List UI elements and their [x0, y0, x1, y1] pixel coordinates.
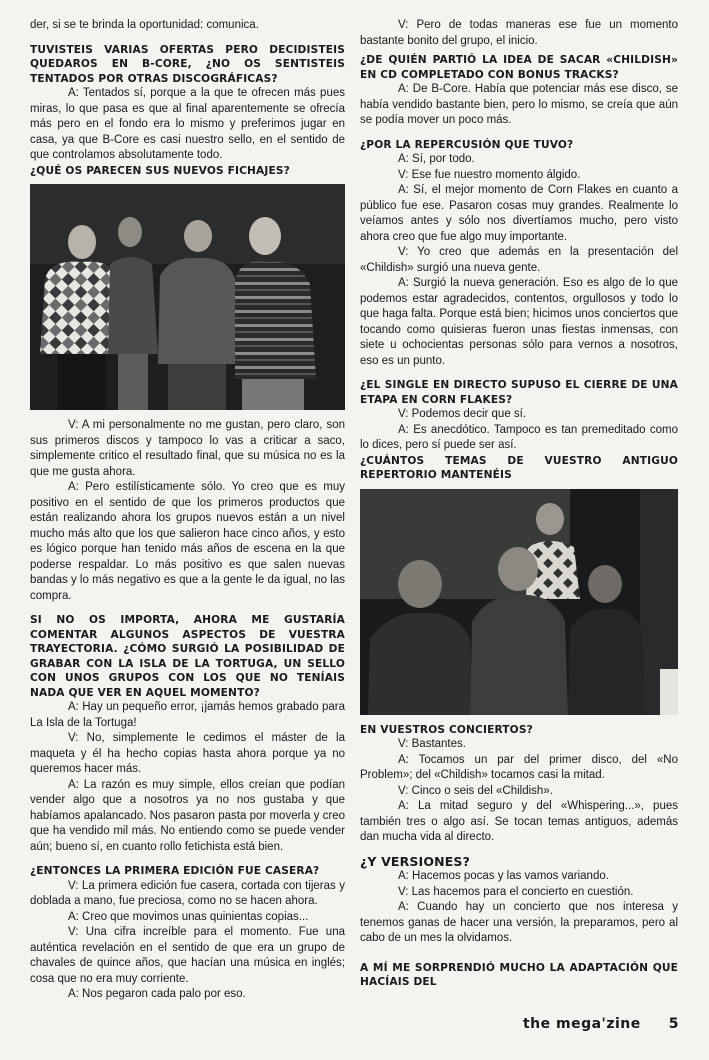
- interview-question: ¿EL SINGLE EN DIRECTO SUPUSO EL CIERRE DE UNA ETAPA EN CORN FLAKES?: [360, 379, 678, 406]
- band-photo-1: [30, 184, 345, 410]
- answer: A: La razón es muy simple, ellos creían que podían vender algo que a nosotros ya no nos gustaba y que habíamos apalancado. Nos pasaron pasta por moverla y creo que ha vendido mil más. No entiendo como se puede vender aún; bueno sí, en cuanto rollo fetichista está bien.: [30, 778, 345, 853]
- answer: A: Tocamos un par del primer disco, del «No Problem»; del «Childish» tocamos casi la mitad.: [360, 753, 678, 781]
- band-photo-2-image: [360, 489, 678, 715]
- answer: V: A mi personalmente no me gustan, pero claro, son sus primeros discos y tampoco lo vas a criticar a saco, simplemente critico el resultado final, que su música no es la que me gusta ahora.: [30, 419, 345, 478]
- answer: V: Las hacemos para el concierto en cuestión.: [398, 885, 634, 898]
- answer: A: Hacemos pocas y las vamos variando.: [398, 870, 609, 882]
- answer: A: La mitad seguro y del «Whispering...», pues también tres o algo así. Se tocan temas antiguos, además dan mucha vida al directo.: [360, 800, 678, 843]
- answer: A: De B-Core. Había que potenciar más ese disco, se había vendido bastante bien, pero lo mismo, se creía que aún se podía mover un poco más.: [360, 83, 678, 126]
- answer: V: Podemos decir que sí.: [398, 408, 527, 420]
- answer: A: Es anecdótico. Tampoco es tan premeditado como lo dices, pero sí puede ser así.: [360, 423, 678, 451]
- interview-question: ¿POR LA REPERCUSIÓN QUE TUVO?: [360, 138, 574, 151]
- left-column: [30, 18, 345, 1003]
- interview-question: SI NO OS IMPORTA, AHORA ME GUSTARÍA COMENTAR ALGUNOS ASPECTOS DE VUESTRA TRAYECTORIA. ¿CÓMO SURGIÓ LA POSIBILIDAD DE GRABAR CON LA ISLA DE LA TORTUGA, UN SELLO CON UNOS GRUPOS CON LOS QUE NO TENÍAIS NADA QUE VER EN AQUEL MOMENTO?: [30, 614, 345, 699]
- answer: A: Tentados sí, porque a la que te ofrecen más pues miras, lo que pasa es que al final aparentemente se ofrecía más pero en el fondo era lo mismo y preferimos jugar en casa, ya que B-Core es casi nuestro sello, en el sentido de que controlamos absolutamente todo.: [30, 87, 345, 161]
- answer: A: Cuando hay un concierto que nos interesa y tenemos ganas de hacer una versión, la preparamos, pero al cabo de un mes la olvidamos.: [360, 901, 678, 944]
- answer: A: Hay un pequeño error, ¡jamás hemos grabado para La Isla de la Tortuga!: [30, 701, 345, 729]
- page-footer: [523, 1016, 679, 1032]
- answer: A: Sí, por todo.: [398, 153, 475, 165]
- band-photo-2: [360, 489, 678, 715]
- interview-question: ¿DE QUIÉN PARTIÓ LA IDEA DE SACAR «CHILDISH» EN CD COMPLETADO CON BONUS TRACKS?: [360, 54, 678, 81]
- page-number: 5: [668, 1016, 679, 1032]
- band-photo-1-image: [30, 184, 345, 410]
- interview-question: ¿Y VERSIONES?: [360, 853, 470, 869]
- answer: V: Yo creo que además en la presentación del «Childish» surgió una nueva gente.: [360, 246, 678, 274]
- answer: A: Nos pegaron cada palo por eso.: [68, 988, 246, 1000]
- answer: A: Sí, el mejor momento de Corn Flakes en cuanto a público fue ese. Pasaron cosas muy grandes. Realmente lo veíamos antes y sólo nos divertíamos mucho, pero visto ahora creo que fue algo muy importante.: [360, 184, 678, 243]
- interview-question: ¿ENTONCES LA PRIMERA EDICIÓN FUE CASERA?: [30, 865, 320, 877]
- interview-question: ¿QUÉ OS PARECEN SUS NUEVOS FICHAJES?: [30, 164, 290, 177]
- interview-question-part-2: EN VUESTROS CONCIERTOS?: [360, 723, 533, 736]
- interview-question: A MÍ ME SORPRENDIÓ MUCHO LA ADAPTACIÓN QUE HACÍAIS DEL: [360, 961, 678, 988]
- answer: V: La primera edición fue casera, cortada con tijeras y doblada a mano, fue preciosa, como no se hacen ahora.: [30, 879, 345, 907]
- right-column: [360, 18, 678, 990]
- answer: V: Pero de todas maneras ese fue un momento bastante bonito del grupo, el inicio.: [360, 19, 678, 47]
- interview-question: TUVISTEIS VARIAS OFERTAS PERO DECIDISTEIS QUEDAROS EN B-CORE, ¿NO OS SENTISTEIS TENTADOS POR OTRAS DISCOGRÁFICAS?: [30, 43, 345, 85]
- answer: V: No, simplemente le cedimos el máster de la maqueta y él ha hecho copias hasta ahora porque ya no queremos hacer más.: [30, 732, 345, 775]
- paragraph: der, si se te brinda la oportunidad: comunica.: [30, 19, 259, 31]
- magazine-name: the mega'zine: [522, 1016, 641, 1032]
- answer: A: Pero estilísticamente sólo. Yo creo que es muy positivo en el sentido de que los primeros productos que están realizando ahora los grupos nuevos están a un nivel mucho más alto que los que salieron hace cinco años, y esto es lógico porque han tenido más años de escena en la que poderse respaldar. Lo más positivo es que salen nuevas bandas y lo más negativo es que a la gente le da igual, no las compra.: [30, 481, 345, 602]
- answer: A: Creo que movimos unas quinientas copias...: [68, 910, 309, 923]
- answer: V: Una cifra increíble para el momento. Fue una auténtica revelación en el sentido de que era un grupo de chavales de quince años, que hacían una música en inglés; cosa que no era muy corriente.: [30, 926, 345, 985]
- answer: V: Cinco o seis del «Childish».: [398, 784, 553, 797]
- answer: V: Ese fue nuestro momento álgido.: [398, 168, 581, 181]
- answer: V: Bastantes.: [398, 738, 466, 750]
- interview-question-part-1: ¿CUÁNTOS TEMAS DE VUESTRO ANTIGUO REPERTORIO MANTENÉIS: [360, 454, 678, 481]
- answer: A: Surgió la nueva generación. Eso es algo de lo que podemos estar agradecidos, contentos, orgullosos y todo lo que haga falta. Porque está bien; hicimos unos conciertos que tocando como quisieras fueron unas fiestas inmensas, con siete u ochocientas personas sólo para vernos a nosotros, eso es un punto.: [360, 277, 678, 367]
